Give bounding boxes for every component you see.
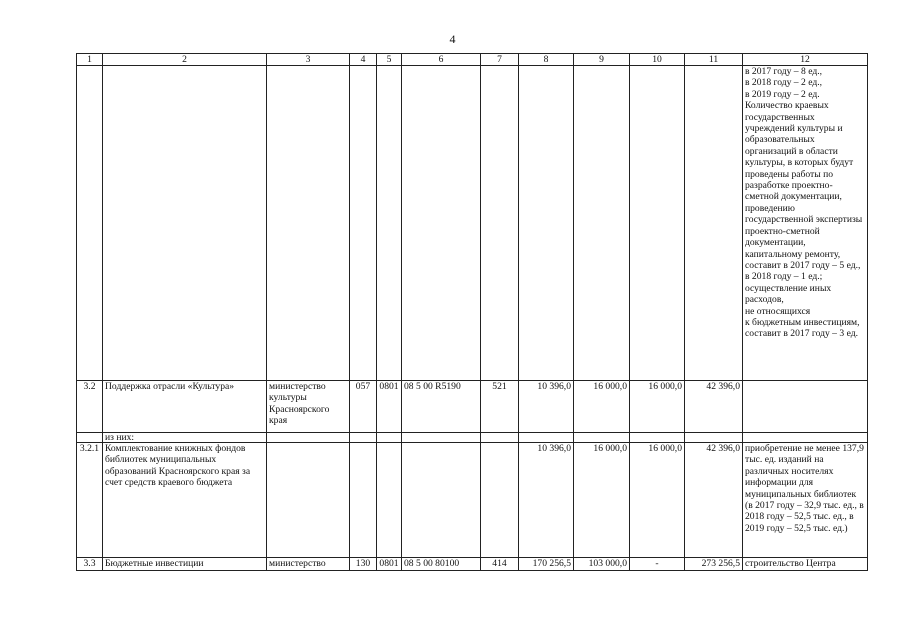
header-cell: 12 — [743, 54, 868, 66]
table-cell — [481, 433, 519, 443]
item-name: Поддержка отрасли «Культура» — [103, 381, 267, 433]
result-cell — [743, 381, 868, 433]
table-row-3-2-1 — [77, 443, 868, 558]
item-number: 3.3 — [77, 558, 103, 571]
table-cell — [350, 433, 377, 443]
budget-table — [76, 53, 868, 571]
rzpr-code: 0801 — [377, 558, 402, 571]
amount-total: 42 396,0 — [685, 443, 743, 558]
item-number: 3.2.1 — [77, 443, 103, 558]
header-cell: 6 — [402, 54, 481, 66]
amount-2018: 16 000,0 — [574, 443, 630, 558]
item-number: 3.2 — [77, 381, 103, 433]
table-cell — [350, 66, 377, 381]
responsible-org: министерство культуры Красноярского края — [267, 381, 350, 433]
amount-total: 273 256,5 — [685, 558, 743, 571]
table-cell — [630, 433, 685, 443]
table-cell — [685, 66, 743, 381]
header-cell: 9 — [574, 54, 630, 66]
table-cell — [481, 66, 519, 381]
table-cell — [377, 443, 402, 558]
amount-2018: 103 000,0 — [574, 558, 630, 571]
header-cell: 1 — [77, 54, 103, 66]
table-cell — [481, 443, 519, 558]
amount-2019: 16 000,0 — [630, 443, 685, 558]
amount-2019: - — [630, 558, 685, 571]
amount-2017: 170 256,5 — [519, 558, 574, 571]
csr-code: 08 5 00 R5190 — [402, 381, 481, 433]
header-cell: 4 — [350, 54, 377, 66]
table-cell — [377, 66, 402, 381]
grbs-code: 130 — [350, 558, 377, 571]
table-cell — [103, 66, 267, 381]
table-row-iz-nih — [77, 433, 868, 443]
table-cell — [519, 433, 574, 443]
table-cell — [77, 433, 103, 443]
table-row-3-3 — [77, 558, 868, 571]
table-header-row — [77, 54, 868, 66]
grbs-code: 057 — [350, 381, 377, 433]
responsible-org: министерство — [267, 558, 350, 571]
table-cell — [402, 443, 481, 558]
result-cell: строительство Центра — [743, 558, 868, 571]
table-cell — [267, 433, 350, 443]
amount-total: 42 396,0 — [685, 381, 743, 433]
page-number: 4 — [449, 32, 456, 46]
vr-code: 414 — [481, 558, 519, 571]
amount-2017: 10 396,0 — [519, 443, 574, 558]
header-cell: 11 — [685, 54, 743, 66]
amount-2018: 16 000,0 — [574, 381, 630, 433]
table-cell — [402, 66, 481, 381]
table-cell — [574, 66, 630, 381]
table-cell — [630, 66, 685, 381]
table-cell — [402, 433, 481, 443]
header-cell: 7 — [481, 54, 519, 66]
header-cell: 5 — [377, 54, 402, 66]
table-cell — [350, 443, 377, 558]
header-cell: 8 — [519, 54, 574, 66]
table-cell — [267, 443, 350, 558]
result-cell: приобретение не менее 137,9 тыс. ед. изданий на различных носителях информации для муниципальных библиотек (в 2017 году – 32,9 тыс. ед., в 2018 году – 52,5 тыс. ед., в 2019 году – 52,5 тыс. ед.) — [743, 443, 868, 558]
table-cell — [377, 433, 402, 443]
amount-2019: 16 000,0 — [630, 381, 685, 433]
item-name: Бюджетные инвестиции — [103, 558, 267, 571]
amount-2017: 10 396,0 — [519, 381, 574, 433]
item-name: Комплектование книжных фондов библиотек муниципальных образований Красноярского края за счет средств краевого бюджета — [103, 443, 267, 558]
table-cell — [77, 66, 103, 381]
table-row-3-2 — [77, 381, 868, 433]
header-cell: 2 — [103, 54, 267, 66]
vr-code: 521 — [481, 381, 519, 433]
table-row-continuation — [77, 66, 868, 381]
table-cell — [743, 433, 868, 443]
table-cell — [574, 433, 630, 443]
table-cell — [685, 433, 743, 443]
result-cell: в 2017 году – 8 ед., в 2018 году – 2 ед., в 2019 году – 2 ед. Количество краевых государственных учреждений культуры и образовательных организаций в области культуры, в которых будут проведены работы по разработке проектно-сметной документации, проведению государственной экспертизы проектно-сметной документации, капитальному ремонту, составит в 2017 году – 5 ед., в 2018 году – 1 ед.; осуществление иных расходов, не относящихся к бюджетным инвестициям, составит в 2017 году – 3 ед. — [743, 66, 868, 381]
item-name: из них: — [103, 433, 267, 443]
rzpr-code: 0801 — [377, 381, 402, 433]
header-cell: 3 — [267, 54, 350, 66]
header-cell: 10 — [630, 54, 685, 66]
table-cell — [519, 66, 574, 381]
csr-code: 08 5 00 80100 — [402, 558, 481, 571]
table-cell — [267, 66, 350, 381]
